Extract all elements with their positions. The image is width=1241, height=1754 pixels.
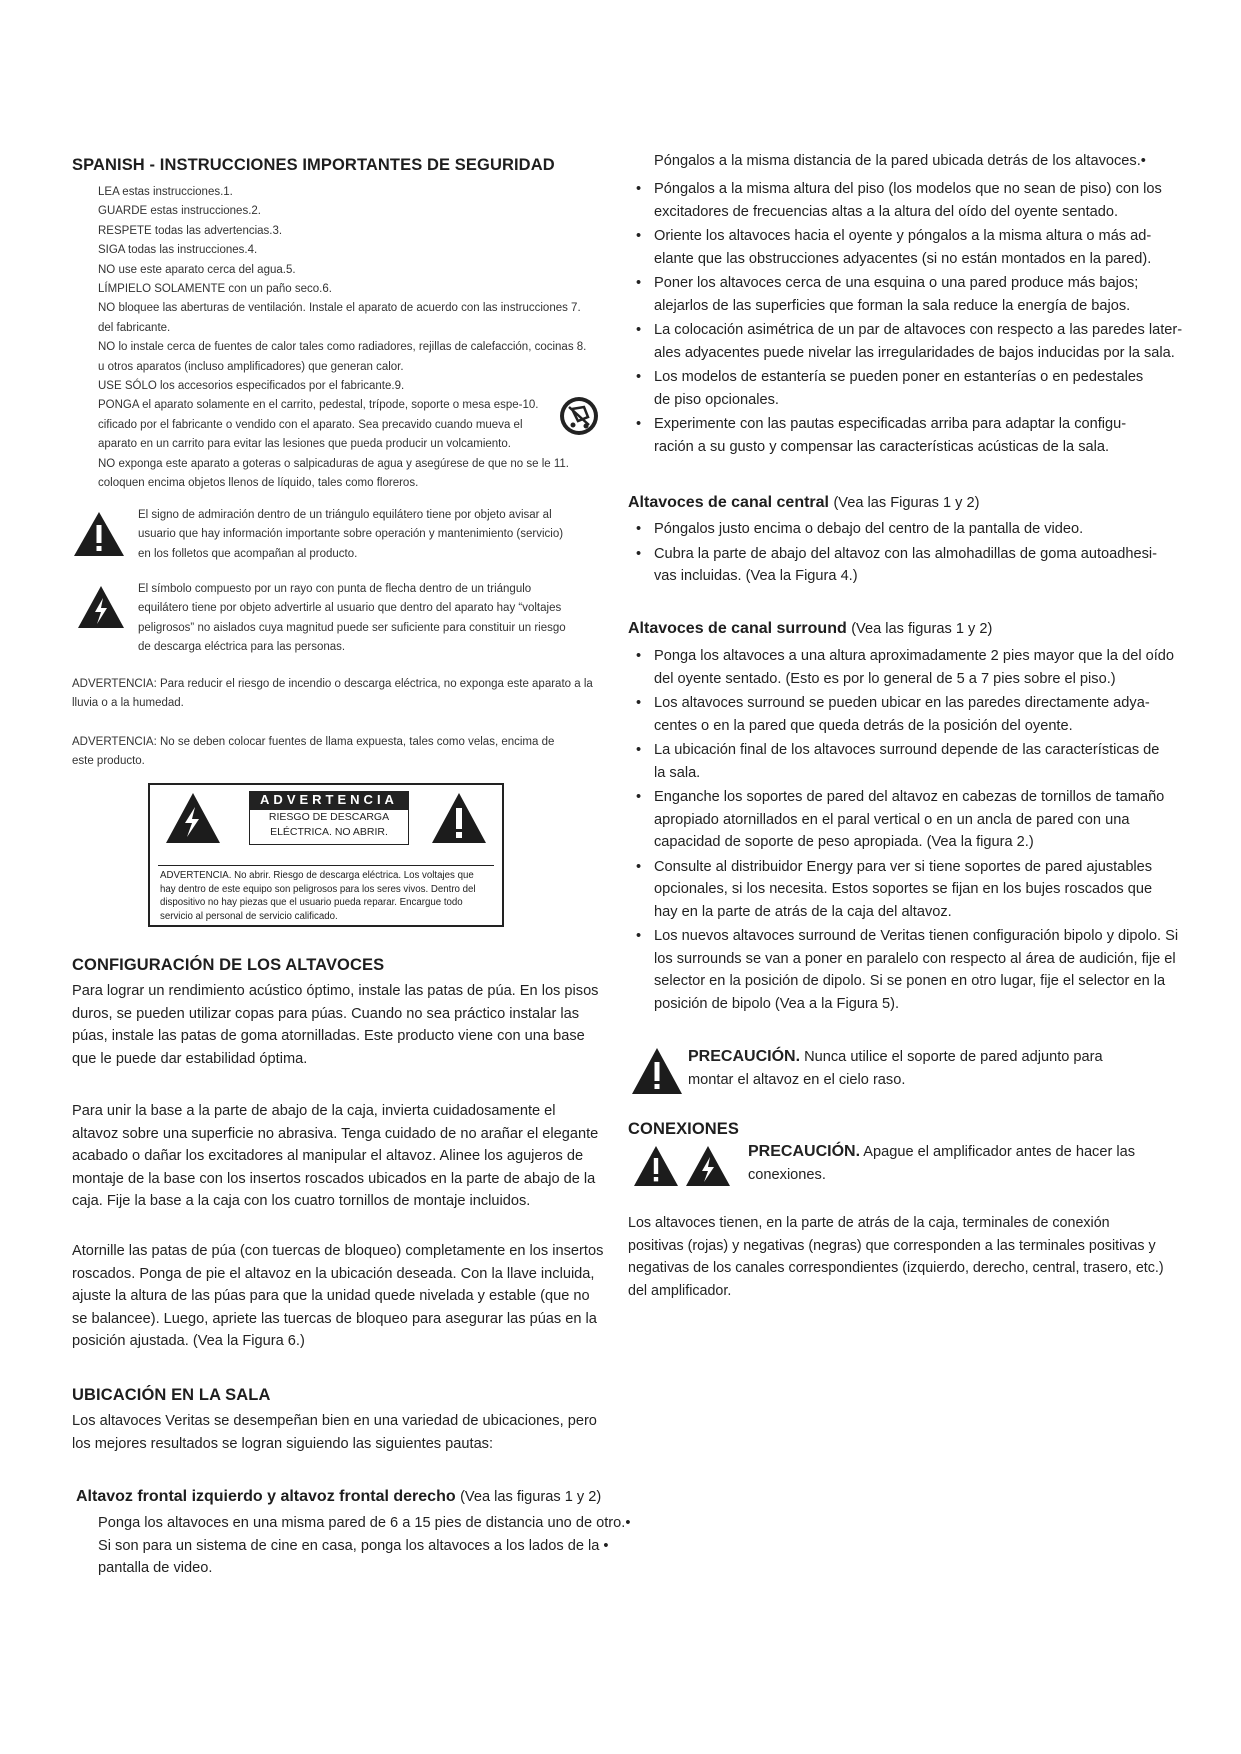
text-line: • Los nuevos altavoces surround de Veritas tienen configuración bipolo y dipolo. Si — [654, 928, 1179, 944]
instruction-line: USE SÓLO los accesorios especificados por el fabricante.9. — [98, 380, 405, 393]
text-line: capacidad de soporte de peso apropiada. (Vea la figura 2.) — [654, 834, 1034, 850]
text-line: Los altavoces Veritas se desempeñan bien en una variedad de ubicaciones, pero — [72, 1413, 597, 1429]
text-line: acabado o dañar los excitadores al manipular el altavoz. Alinee los agujeros de — [72, 1148, 584, 1164]
label-line: servicio al personal de servicio calificado. — [160, 910, 338, 922]
exclamation-triangle-icon — [430, 791, 488, 845]
list-item — [628, 739, 1198, 784]
text-line: Si son para un sistema de cine en casa, ponga los altavoces a los lados de la • — [98, 1537, 609, 1554]
precaution-text: Apague el amplificador antes de hacer las — [863, 1144, 1136, 1160]
notice-line: en los folletos que acompañan al producto. — [138, 547, 358, 560]
subsection-title-front — [76, 1488, 636, 1506]
figure-reference: (Vea las Figuras 1 y 2) — [833, 495, 980, 511]
warning-humidity — [72, 675, 632, 714]
exclamation-notice — [138, 506, 618, 564]
precaution-line — [748, 1141, 1188, 1164]
warning-header: ADVERTENCIA — [249, 791, 409, 809]
subsection-title-center — [628, 494, 979, 512]
text-line: • La colocación asimétrica de un par de altavoces con respecto a las paredes later- — [654, 322, 1183, 338]
exclamation-triangle-icon — [632, 1144, 680, 1188]
room-paragraph — [72, 1410, 632, 1455]
precaution-text: conexiones. — [748, 1166, 826, 1183]
list-item — [628, 413, 1188, 458]
text-line: • Los modelos de estantería se pueden poner en estanterías o en pedestales — [654, 369, 1144, 385]
front-speaker-guidelines — [98, 1512, 638, 1580]
text-line: ración a su gusto y compensar las características acústicas de la sala. — [654, 438, 1110, 455]
lightning-notice — [138, 580, 628, 658]
section-title-connections: CONEXIONES — [628, 1120, 740, 1138]
text-line: Ponga los altavoces en una misma pared de 6 a 15 pies de distancia uno de otro.• — [98, 1515, 631, 1531]
list-item — [628, 319, 1188, 364]
text-line: excitadores de frecuencias altas a la altura del oído del oyente sentado. — [654, 203, 1119, 220]
instruction-line: NO use este aparato cerca del agua.5. — [98, 263, 296, 276]
text-line: del amplificador. — [628, 1282, 732, 1299]
instruction-line: u otros aparatos (incluso amplificadores) que generan calor. — [98, 360, 404, 373]
text-line: pantalla de video. — [98, 1560, 213, 1576]
text-line: ajuste la altura de las púas para que la unidad quede nivelada y estable (que no — [72, 1288, 590, 1304]
text-line: • La ubicación final de los altavoces surround depende de las características de — [654, 742, 1160, 758]
list-item — [628, 856, 1198, 924]
label-line: hay dentro de este equipo son peligrosos para los seres vivos. Dentro del — [160, 883, 476, 895]
notice-line: El símbolo compuesto por un rayo con punta de flecha dentro de un triángulo — [138, 583, 532, 595]
subsection-title-text: Altavoces de canal central — [628, 494, 829, 511]
label-line: dispositivo no hay piezas que el usuario pueda reparar. Encargue todo — [160, 897, 463, 908]
instruction-line: PONGA el aparato solamente en el carrito, pedestal, trípode, soporte o mesa espe-10. — [98, 399, 539, 412]
instruction-line: aparato en un carrito para evitar las lesiones que pueda producir un volcamiento. — [98, 438, 511, 451]
surround-speaker-bullets — [628, 645, 1198, 1015]
label-line: ADVERTENCIA. No abrir. Riesgo de descarga eléctrica. Los voltajes que — [160, 870, 474, 881]
text-line: que le puede dar estabilidad óptima. — [72, 1050, 308, 1067]
risk-line: ELÉCTRICA. NO ABRIR. — [270, 826, 388, 838]
instruction-line: RESPETE todas las advertencias.3. — [98, 224, 283, 237]
risk-label — [249, 809, 409, 845]
center-speaker-bullets — [628, 518, 1188, 588]
exclamation-triangle-icon — [72, 510, 126, 558]
lightning-triangle-icon — [76, 584, 126, 630]
text-line: la sala. — [654, 764, 701, 781]
text-line: posición ajustada. (Vea la Figura 6.) — [72, 1333, 305, 1349]
figure-reference: (Vea las figuras 1 y 2) — [851, 621, 993, 637]
config-paragraph-1 — [72, 980, 632, 1070]
connections-paragraph — [628, 1212, 1208, 1302]
precaution-label: PRECAUCIÓN. — [748, 1143, 861, 1160]
text-line: apropiado atornillados en el paral vertical o en un ancla de pared con una — [654, 811, 1130, 828]
text-line: montaje de la base con los insertos roscados ubicados en la parte de abajo de la — [72, 1170, 596, 1187]
instruction-line: cificado por el fabricante o vendido con el aparato. Sea precavido cuando mueva el — [98, 418, 523, 431]
text-line: los mejores resultados se logran siguiendo las siguientes pautas: — [72, 1435, 494, 1452]
text-line: • Enganche los soportes de pared del altavoz en cabezas de tornillos de tamaño — [654, 789, 1165, 805]
text-line: de piso opcionales. — [654, 391, 779, 408]
text-line: los surrounds se van a poner en paralelo con respecto al área de audición, fije el — [654, 950, 1176, 967]
list-item — [628, 786, 1198, 854]
text-line: Atornille las patas de púa (con tuercas de bloqueo) completamente en los insertos — [72, 1243, 604, 1259]
text-line: Para lograr un rendimiento acústico óptimo, instale las patas de púa. En los pisos — [72, 983, 599, 999]
instruction-line: coloquen encima objetos llenos de líquido, tales como floreros. — [98, 477, 419, 490]
config-paragraph-2 — [72, 1100, 632, 1213]
text-line: • Póngalos justo encima o debajo del centro de la pantalla de video. — [654, 521, 1084, 537]
text-line: opcionales, si los necesita. Estos soportes se fijan en los bujes roscados que — [654, 881, 1153, 897]
page-title: SPANISH - INSTRUCCIONES IMPORTANTES DE SEGURIDAD — [72, 156, 555, 174]
lightning-triangle-icon — [164, 791, 222, 845]
instruction-line: del fabricante. — [98, 321, 171, 334]
text-line: hay en la parte de atrás de la caja del altavoz. — [654, 903, 952, 920]
lightning-triangle-icon — [684, 1144, 732, 1188]
text-line: selector en la posición de dipolo. Si se ponen en otro lugar, fije el selector en la — [654, 973, 1166, 989]
precaution-ceiling — [688, 1046, 1188, 1091]
notice-line: El signo de admiración dentro de un triángulo equilátero tiene por objeto avisar al — [138, 509, 552, 521]
warning-line: este producto. — [72, 755, 145, 768]
text-line: ales adyacentes puede nivelar las irregularidades de bajos inducidas por la sala. — [654, 344, 1175, 361]
notice-line: usuario que hay información importante sobre operación y mantenimiento (servicio) — [138, 528, 564, 541]
text-line: altavoz sobre una superficie no abrasiva. Tenga cuidado de no arañar el elegante — [72, 1125, 599, 1142]
text-line: positivas (rojas) y negativas (negras) que corresponden a las terminales positivas y — [628, 1237, 1156, 1254]
exclamation-triangle-icon — [630, 1046, 684, 1096]
text-line: • Poner los altavoces cerca de una esquina o una pared produce más bajos; — [654, 275, 1139, 291]
instruction-line: NO bloquee las aberturas de ventilación. Instale el aparato de acuerdo con las instrucciones 7. — [98, 302, 581, 315]
text-line: centes o en la pared que queda detrás de la posición del oyente. — [654, 717, 1073, 734]
front-continued-line: Póngalos a la misma distancia de la pared ubicada detrás de los altavoces.• — [654, 153, 1146, 169]
text-line: se balancee). Luego, apriete las tuercas de bloqueo para asegurar las púas en la — [72, 1310, 597, 1327]
list-item — [628, 925, 1198, 1015]
risk-line: RIESGO DE DESCARGA — [268, 811, 390, 823]
warning-label-text — [160, 869, 492, 923]
text-line: elante que las obstrucciones adyacentes (si no están montados en la pared). — [654, 250, 1152, 267]
instruction-line: LEA estas instrucciones.1. — [98, 186, 233, 198]
notice-line: equilátero tiene por objeto advertirle al usuario que dentro del aparato hay “voltajes — [138, 602, 562, 615]
precaution-amplifier — [748, 1141, 1188, 1186]
text-line: posición de bipolo (Vea a la Figura 5). — [654, 995, 900, 1012]
instruction-line: GUARDE estas instrucciones.2. — [98, 205, 261, 218]
list-item — [628, 645, 1198, 690]
instruction-line: LÍMPIELO SOLAMENTE con un paño seco.6. — [98, 283, 332, 296]
section-title-configuration: CONFIGURACIÓN DE LOS ALTAVOCES — [72, 956, 385, 974]
front-speaker-bullets — [628, 178, 1188, 458]
config-paragraph-3 — [72, 1240, 632, 1353]
warning-flame — [72, 733, 632, 772]
text-line: • Consulte al distribuidor Energy para ver si tiene soportes de pared ajustables — [654, 858, 1153, 875]
text-line: • Póngalos a la misma altura del piso (los modelos que no sean de piso) con los — [654, 181, 1162, 197]
precaution-text: Nunca utilice el soporte de pared adjunto para — [804, 1049, 1103, 1065]
list-item — [628, 543, 1188, 588]
list-item — [628, 225, 1188, 270]
instruction-line: NO exponga este aparato a goteras o salpicaduras de agua y asegúrese de que no se le 11. — [98, 457, 569, 470]
shock-warning-label — [148, 783, 504, 927]
text-line: • Los altavoces surround se pueden ubicar en las paredes directamente adya- — [654, 695, 1150, 711]
text-line: alejarlos de las superficies que forman la sala reduce la energía de bajos. — [654, 297, 1131, 314]
text-line: caja. Fije la base a la caja con los cuatro tornillos de montaje incluidos. — [72, 1193, 531, 1209]
text-line: duros, se pueden utilizar copas para púas. Cuando no sea práctico instalar las — [72, 1005, 580, 1022]
figure-reference: (Vea las figuras 1 y 2) — [460, 1489, 602, 1505]
text-line: Los altavoces tienen, en la parte de atrás de la caja, terminales de conexión — [628, 1215, 1110, 1231]
warning-line: ADVERTENCIA: No se deben colocar fuentes de llama expuesta, tales como velas, encima de — [72, 736, 555, 748]
list-item — [628, 366, 1188, 411]
text-line: • Ponga los altavoces a una altura aproximadamente 2 pies mayor que la del oído — [654, 648, 1175, 664]
text-line: roscados. Ponga de pie el altavoz en la ubicación deseada. Con la llave incluida, — [72, 1265, 595, 1282]
text-line: • Cubra la parte de abajo del altavoz con las almohadillas de goma autoadhesi- — [654, 545, 1157, 562]
list-item — [628, 272, 1188, 317]
divider — [158, 865, 494, 866]
precaution-label: PRECAUCIÓN. — [688, 1048, 801, 1065]
warning-line: lluvia o a la humedad. — [72, 697, 184, 710]
notice-line: de descarga eléctrica para las personas. — [138, 641, 346, 654]
instruction-line: NO lo instale cerca de fuentes de calor tales como radiadores, rejillas de calefacción, cocinas 8. — [98, 341, 587, 354]
text-line: del oyente sentado. (Esto es por lo general de 5 a 7 pies sobre el piso.) — [654, 670, 1116, 687]
safety-instructions-list — [98, 183, 638, 494]
list-item — [628, 518, 1188, 541]
section-title-room-placement: UBICACIÓN EN LA SALA — [72, 1386, 271, 1404]
text-line: • Experimente con las pautas especificadas arriba para adaptar la configu- — [654, 416, 1127, 432]
precaution-line — [688, 1046, 1188, 1069]
instruction-line: SIGA todas las instrucciones.4. — [98, 244, 258, 257]
text-line: Para unir la base a la parte de abajo de la caja, invierta cuidadosamente el — [72, 1103, 556, 1119]
subsection-title-text: Altavoz frontal izquierdo y altavoz frontal derecho — [76, 1488, 456, 1505]
precaution-text: montar el altavoz en el cielo raso. — [688, 1071, 906, 1088]
subsection-title-text: Altavoces de canal surround — [628, 620, 847, 637]
text-line: púas, instale las patas de goma atornilladas. Este producto viene con una base — [72, 1028, 585, 1044]
subsection-title-surround — [628, 620, 992, 638]
warning-line: ADVERTENCIA: Para reducir el riesgo de incendio o descarga eléctrica, no exponga este aparato a la — [72, 678, 593, 690]
notice-line: peligrosos” no aislados cuya magnitud puede ser suficiente para constituir un riesgo — [138, 621, 566, 634]
text-line: • Oriente los altavoces hacia el oyente y póngalos a la misma altura o más ad- — [654, 228, 1152, 244]
list-item — [628, 178, 1188, 223]
cart-tipover-icon — [558, 395, 600, 437]
text-line: vas incluidas. (Vea la Figura 4.) — [654, 568, 858, 584]
list-item — [628, 692, 1198, 737]
text-line: negativas de los canales correspondientes (izquierdo, derecho, central, trasero, etc.) — [628, 1260, 1164, 1276]
